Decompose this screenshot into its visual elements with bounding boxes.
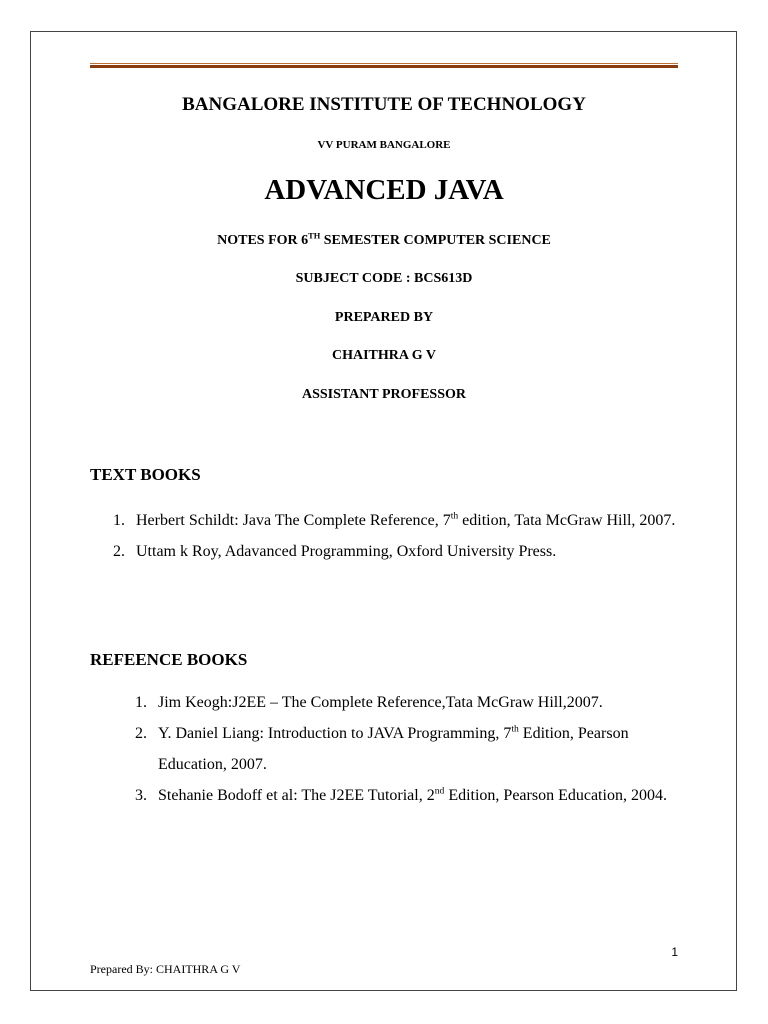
item-text: Herbert Schildt: Java The Complete Reference, 7 [136, 512, 451, 529]
header-rule-thin [90, 63, 678, 64]
notes-line [0, 233, 768, 249]
item-text-rest: Edition, Pearson Education, 2004. [444, 787, 667, 804]
item-number: 1. [113, 512, 125, 529]
footer-prepared-by: Prepared By: CHAITHRA G V [90, 962, 241, 976]
author-designation: ASSISTANT PROFESSOR [301, 387, 467, 402]
item-number: 2. [113, 543, 125, 560]
list-item [135, 687, 678, 718]
item-sup: th [511, 723, 519, 735]
subject-code: SUBJECT CODE : BCS613D [295, 271, 473, 286]
list-item [113, 536, 676, 567]
list-item [135, 718, 678, 780]
reference-books-list [135, 687, 678, 811]
item-number: 1. [135, 694, 147, 711]
item-text-rest: Edition, Pearson Education, 2007. [158, 725, 629, 773]
institute-name: BANGALORE INSTITUTE OF TECHNOLOGY [182, 94, 586, 115]
header-rule-thick [90, 65, 678, 68]
notes-prefix: NOTES FOR 6 [217, 233, 309, 248]
text-books-list [113, 505, 676, 567]
item-text: Jim Keogh:J2EE – The Complete Reference,Tata McGraw Hill,2007. [158, 694, 603, 711]
prepared-by-label: PREPARED BY [334, 310, 434, 325]
page-number: 1 [671, 945, 678, 959]
item-sup: th [450, 510, 459, 522]
item-text: Stehanie Bodoff et al: The J2EE Tutorial, 2 [158, 787, 435, 804]
text-books-heading: TEXT BOOKS [90, 465, 201, 484]
item-sup: nd [434, 785, 445, 797]
subject-title: ADVANCED JAVA [264, 174, 504, 206]
notes-sup: TH [308, 231, 321, 241]
item-number: 3. [135, 787, 147, 804]
item-number: 2. [135, 725, 147, 742]
item-text: Uttam k Roy, Adavanced Programming, Oxford University Press. [136, 543, 557, 560]
item-text: Y. Daniel Liang: Introduction to JAVA Programming, 7 [158, 725, 512, 742]
reference-books-heading: REFEENCE BOOKS [90, 650, 248, 669]
institute-location: VV PURAM BANGALORE [317, 139, 451, 151]
list-item [113, 505, 676, 536]
notes-suffix: SEMESTER COMPUTER SCIENCE [320, 233, 551, 248]
author-name: CHAITHRA G V [332, 348, 436, 363]
list-item [135, 780, 678, 811]
item-text-rest: edition, Tata McGraw Hill, 2007. [458, 512, 676, 529]
